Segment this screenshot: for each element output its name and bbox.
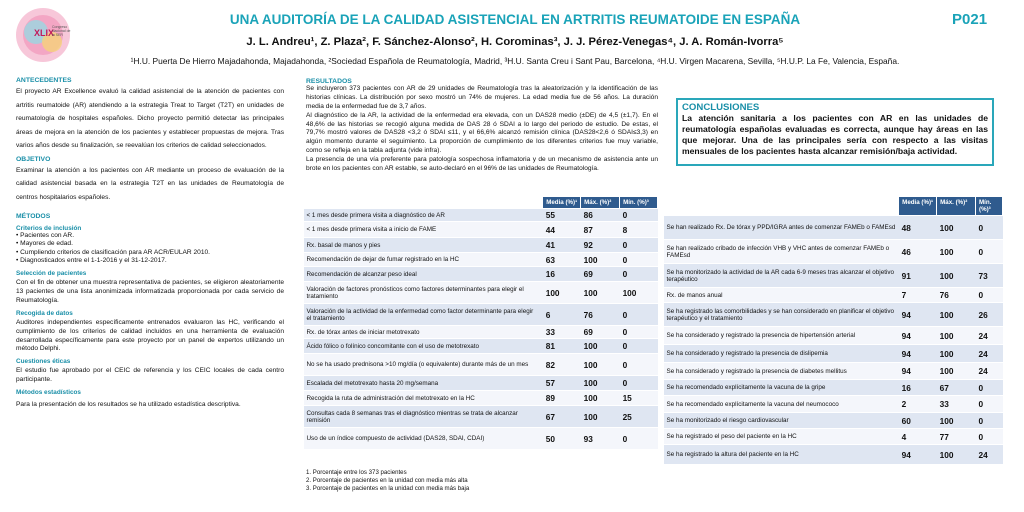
row-label: Se ha considerado y registrado la presencia de hipertensión arterial xyxy=(664,327,899,345)
antecedentes-heading: ANTECEDENTES xyxy=(16,77,72,84)
min-value: 24 xyxy=(976,445,1003,465)
table-row xyxy=(664,303,1003,327)
min-value: 73 xyxy=(976,264,1003,288)
max-value: 100 xyxy=(937,345,976,363)
row-label: Recomendación de dejar de fumar registrado en la HC xyxy=(304,253,543,267)
row-label: Se ha recomendado explícitamente la vacuna de la gripe xyxy=(664,380,899,396)
table-row xyxy=(664,240,1003,264)
estadisticos-body: Para la presentación de los resultados se ha utilizado estadística descriptiva. xyxy=(16,401,241,409)
table-footnotes xyxy=(306,469,469,493)
row-label: Rx. basal de manos y pies xyxy=(304,238,543,253)
row-label: Se han realizado cribado de infección VHB y VHC antes de comenzar FAMEb o FAMEsd xyxy=(664,240,899,264)
eticas-body: El estudio fue aprobado por el CEIC de referencia y los CEIC locales de cada centro participante. xyxy=(16,367,284,384)
media-value: 94 xyxy=(899,363,937,380)
media-value: 100 xyxy=(543,282,581,304)
media-value: 50 xyxy=(543,428,581,450)
list-item: • Pacientes con AR. xyxy=(16,232,284,240)
table-row xyxy=(304,428,658,450)
congress-logo xyxy=(14,6,72,64)
table-header-max: Máx. (%)² xyxy=(937,197,976,216)
row-label: < 1 mes desde primera visita a diagnóstico de AR xyxy=(304,209,543,222)
media-value: 33 xyxy=(543,326,581,339)
row-label: No se ha usado prednisona >10 mg/día (o equivalente) durante más de un mes xyxy=(304,354,543,376)
min-value: 8 xyxy=(620,222,658,238)
conclusions-box xyxy=(676,98,994,166)
estadisticos-heading: Métodos estadísticos xyxy=(16,389,81,397)
min-value: 0 xyxy=(976,288,1003,303)
table-row xyxy=(304,282,658,304)
max-value: 69 xyxy=(581,326,620,339)
media-value: 94 xyxy=(899,327,937,345)
objetivo-heading: OBJETIVO xyxy=(16,155,51,163)
row-label: Se ha monitorizado el riesgo cardiovascular xyxy=(664,413,899,429)
media-value: 60 xyxy=(899,413,937,429)
media-value: 57 xyxy=(543,376,581,391)
max-value: 33 xyxy=(937,396,976,413)
min-value: 0 xyxy=(620,339,658,354)
max-value: 76 xyxy=(581,304,620,326)
row-label: Se ha monitorizado la actividad de la AR cada 6-9 meses tras alcanzar el objetivo terapéutico xyxy=(664,264,899,288)
max-value: 100 xyxy=(937,445,976,465)
media-value: 82 xyxy=(543,354,581,376)
max-value: 77 xyxy=(937,429,976,445)
poster-code: P021 xyxy=(952,11,988,28)
table-row xyxy=(664,396,1003,413)
min-value: 100 xyxy=(620,282,658,304)
min-value: 0 xyxy=(620,304,658,326)
min-value: 24 xyxy=(976,345,1003,363)
footnote-1: 1. Porcentaje entre los 373 pacientes xyxy=(306,469,407,476)
min-value: 0 xyxy=(620,354,658,376)
footnote-2: 2. Porcentaje de pacientes en la unidad con media más alta xyxy=(306,476,468,484)
max-value: 100 xyxy=(937,363,976,380)
row-label: Se ha registrado la altura del paciente en la HC xyxy=(664,445,899,465)
results-section xyxy=(306,78,658,174)
row-label: Recogida la ruta de administración del metotrexato en la HC xyxy=(304,391,543,406)
affiliations: ¹H.U. Puerta De Hierro Majadahonda, Majadahonda, ²Sociedad Española de Reumatología, Madrid, ³H.U. Santa Creu i Sant Pau, Barcelona, ⁴H.U. Virgen Macarena, Sevilla, ⁵H.U.P. La Fe, Valencia, España. xyxy=(130,56,900,66)
table-row xyxy=(304,222,658,238)
authors: J. L. Andreu¹, Z. Plaza², F. Sánchez-Alonso², H. Corominas³, J. J. Pérez-Venegas⁴, J. A. Román-Ivorra⁵ xyxy=(246,36,784,48)
objetivo-body: Examinar la atención a los pacientes con AR mediante un proceso de evaluación de la calidad asistencial basada en la estrategia T2T en las unidades de Reumatología de centros hospitalarios españoles. xyxy=(16,166,284,201)
list-item: • Diagnosticados entre el 1-1-2016 y el 31-12-2017. xyxy=(16,257,284,265)
media-value: 81 xyxy=(543,339,581,354)
quality-table-1 xyxy=(303,196,658,450)
table-header-media: Media (%)¹ xyxy=(899,197,937,216)
row-label: Se han realizado Rx. De tórax y PPD/IGRA antes de comenzar FAMEb o FAMEsd xyxy=(664,216,899,240)
table-header-media: Media (%)¹ xyxy=(543,197,581,209)
eticas-heading: Cuestiones éticas xyxy=(16,358,71,366)
media-value: 94 xyxy=(899,345,937,363)
resultados-p2: Al diagnóstico de la AR, la actividad de la enfermedad era elevada, con un DAS28 medio (±DE) de 4,5 (±1,7). En el 48,6% de las historias se recogió alguna medida de DAS 28 ó SDAI a lo largo del periodo de estudio. De estas, el 79,7% mostró valores de DAS28 <3,2 ó SDAI ≤11, y el 66,6% alcanzó remisión clínica (DAS28<2,6 ó SDAI≤3,3) en algún momento durante el seguimiento. La proporción de cumplimiento de los diferentes criterios fue muy variable, como se refleja en la tabla adjunta (vide infra). xyxy=(306,111,658,155)
media-value: 16 xyxy=(543,267,581,282)
criterios-list xyxy=(16,232,284,265)
min-value: 26 xyxy=(976,303,1003,327)
media-value: 44 xyxy=(543,222,581,238)
table-row xyxy=(664,363,1003,380)
media-value: 16 xyxy=(899,380,937,396)
resultados-p1: Se incluyeron 373 pacientes con AR de 29 unidades de Reumatología tras la aleatorización y la identificación de las historias clínicas. La distribución por sexo mostró un 74% de mujeres. La edad media fue de 56 años. La duración media de la enfermedad fue de 3,7 años. xyxy=(306,85,658,110)
max-value: 100 xyxy=(937,240,976,264)
row-label: Valoración de la actividad de la enfermedad como factor determinante para elegir el tratamiento xyxy=(304,304,543,326)
table-header-blank xyxy=(304,197,543,209)
conclusiones-heading: CONCLUSIONES xyxy=(682,102,760,113)
quality-table-2 xyxy=(663,196,1003,465)
list-item: • Cumpliendo criterios de clasificación para AR ACR/EULAR 2010. xyxy=(16,249,284,257)
max-value: 69 xyxy=(581,267,620,282)
resultados-p3: La presencia de una vía preferente para patología sospechosa inflamatoria y de un mecanismo de asistencia ante un brote en los pacientes con AR estable, se auto-declaró en el 96% de las unidades de Reumatología. xyxy=(306,156,658,173)
table-row xyxy=(664,327,1003,345)
media-value: 4 xyxy=(899,429,937,445)
metodos-heading: MÉTODOS xyxy=(16,213,51,221)
row-label: Valoración de factores pronósticos como factores determinantes para elegir el tratamiento xyxy=(304,282,543,304)
max-value: 100 xyxy=(937,303,976,327)
max-value: 100 xyxy=(581,339,620,354)
logo-text: XLIX xyxy=(34,28,55,38)
antecedentes-body: El proyecto AR Excellence evaluó la calidad asistencial de la atención de pacientes con artritis reumatoide (AR) atendiendo a la estrategia Treat to Target (T2T) en unidades de reumatología de hospitales españoles. Dicho proyecto permitió detectar las principales áreas de mejora en la atención de los pacientes y establecer propuestas de mejora. Tras varios años desde su finalización, se reevalúan los criterios de calidad seleccionados. xyxy=(16,88,284,150)
row-label: Recomendación de alcanzar peso ideal xyxy=(304,267,543,282)
min-value: 0 xyxy=(620,376,658,391)
criterios-heading: Criterios de inclusión xyxy=(16,225,82,233)
min-value: 0 xyxy=(976,396,1003,413)
table-row xyxy=(304,304,658,326)
max-value: 100 xyxy=(937,216,976,240)
row-label: Escalada del metotrexato hasta 20 mg/semana xyxy=(304,376,543,391)
row-label: Se ha registrado el peso del paciente en la HC xyxy=(664,429,899,445)
min-value: 0 xyxy=(620,209,658,222)
max-value: 67 xyxy=(937,380,976,396)
max-value: 100 xyxy=(581,282,620,304)
max-value: 100 xyxy=(581,406,620,428)
table-row xyxy=(664,429,1003,445)
table-row xyxy=(304,253,658,267)
min-value: 0 xyxy=(620,428,658,450)
min-value: 24 xyxy=(976,363,1003,380)
media-value: 48 xyxy=(899,216,937,240)
min-value: 0 xyxy=(976,216,1003,240)
max-value: 100 xyxy=(581,391,620,406)
media-value: 94 xyxy=(899,303,937,327)
table-row xyxy=(664,380,1003,396)
table-row xyxy=(664,345,1003,363)
seleccion-body: Con el fin de obtener una muestra representativa de pacientes, se eligieron aleatoriamente 13 pacientes de una lista anonimizada informatizada proporcionada por cada servicio de Reumatología. xyxy=(16,279,284,304)
max-value: 87 xyxy=(581,222,620,238)
row-label: Se ha considerado y registrado la presencia de diabetes mellitus xyxy=(664,363,899,380)
left-column xyxy=(16,77,284,410)
resultados-heading: RESULTADOS xyxy=(306,78,352,85)
table-row xyxy=(304,354,658,376)
max-value: 76 xyxy=(937,288,976,303)
table-row xyxy=(304,238,658,253)
media-value: 94 xyxy=(899,445,937,465)
max-value: 93 xyxy=(581,428,620,450)
min-value: 0 xyxy=(620,267,658,282)
table-header-blank xyxy=(664,197,899,216)
min-value: 25 xyxy=(620,406,658,428)
table-header-min: Mín. (%)³ xyxy=(620,197,658,209)
table-row xyxy=(304,339,658,354)
table-row xyxy=(664,413,1003,429)
table-row xyxy=(304,406,658,428)
media-value: 91 xyxy=(899,264,937,288)
max-value: 100 xyxy=(937,413,976,429)
row-label: Se ha considerado y registrado la presencia de dislipemia xyxy=(664,345,899,363)
row-label: < 1 mes desde primera visita a inicio de FAME xyxy=(304,222,543,238)
table-header-min: Mín. (%)³ xyxy=(976,197,1003,216)
seleccion-heading: Selección de pacientes xyxy=(16,270,87,278)
max-value: 100 xyxy=(581,354,620,376)
row-label: Rx. de tórax antes de iniciar metotrexato xyxy=(304,326,543,339)
min-value: 24 xyxy=(976,327,1003,345)
min-value: 0 xyxy=(620,326,658,339)
media-value: 2 xyxy=(899,396,937,413)
min-value: 15 xyxy=(620,391,658,406)
row-label: Se ha recomendado explícitamente la vacuna del neumococo xyxy=(664,396,899,413)
list-item: • Mayores de edad. xyxy=(16,240,284,248)
table-row xyxy=(304,209,658,222)
min-value: 0 xyxy=(620,253,658,267)
min-value: 0 xyxy=(976,413,1003,429)
media-value: 6 xyxy=(543,304,581,326)
table-row xyxy=(664,216,1003,240)
row-label: Consultas cada 8 semanas tras el diagnóstico mientras se trata de alcanzar remisión xyxy=(304,406,543,428)
table-row xyxy=(304,391,658,406)
table-row xyxy=(304,376,658,391)
conclusiones-body: La atención sanitaria a los pacientes con AR en las unidades de reumatología españolas evaluadas es correcta, aunque hay áreas en las que mejorar. Una de las principales sería con respecto a las visitas mensuales de los pacientes hasta alcanzar remisión/baja actividad. xyxy=(682,113,988,156)
poster-title: UNA AUDITORÍA DE LA CALIDAD ASISTENCIAL EN ARTRITIS REUMATOIDE EN ESPAÑA xyxy=(229,12,801,27)
min-value: 0 xyxy=(976,380,1003,396)
min-value: 0 xyxy=(620,238,658,253)
media-value: 7 xyxy=(899,288,937,303)
row-label: Se ha registrado las comorbilidades y se han considerado en planificar el objetivo terapéutico y el tratamiento xyxy=(664,303,899,327)
media-value: 46 xyxy=(899,240,937,264)
min-value: 0 xyxy=(976,240,1003,264)
media-value: 55 xyxy=(543,209,581,222)
logo-subtitle: Congreso Nacional de la SER xyxy=(52,25,71,37)
media-value: 67 xyxy=(543,406,581,428)
table-row xyxy=(664,264,1003,288)
row-label: Ácido fólico o folínico concomitante con el uso de metotrexato xyxy=(304,339,543,354)
footnote-3: 3. Porcentaje de pacientes en la unidad con media más baja xyxy=(306,484,470,492)
max-value: 92 xyxy=(581,238,620,253)
row-label: Uso de un índice compuesto de actividad (DAS28, SDAI, CDAI) xyxy=(304,428,543,450)
max-value: 100 xyxy=(581,376,620,391)
recogida-heading: Recogida de datos xyxy=(16,309,73,317)
table-row xyxy=(664,445,1003,465)
table-row xyxy=(664,288,1003,303)
media-value: 41 xyxy=(543,238,581,253)
media-value: 89 xyxy=(543,391,581,406)
table-row xyxy=(304,267,658,282)
media-value: 63 xyxy=(543,253,581,267)
table-header-max: Máx. (%)² xyxy=(581,197,620,209)
max-value: 100 xyxy=(937,264,976,288)
table-row xyxy=(304,326,658,339)
row-label: Rx. de manos anual xyxy=(664,288,899,303)
recogida-body: Auditores independientes específicamente entrenados evaluaron las HC, verificando el cumplimiento de los criterios de calidad incluidos en una herramienta de evaluación desarrollada específicamente para este proyecto por un panel de expertos utilizando un método Delphi. xyxy=(16,318,284,353)
max-value: 86 xyxy=(581,209,620,222)
min-value: 0 xyxy=(976,429,1003,445)
max-value: 100 xyxy=(937,327,976,345)
max-value: 100 xyxy=(581,253,620,267)
